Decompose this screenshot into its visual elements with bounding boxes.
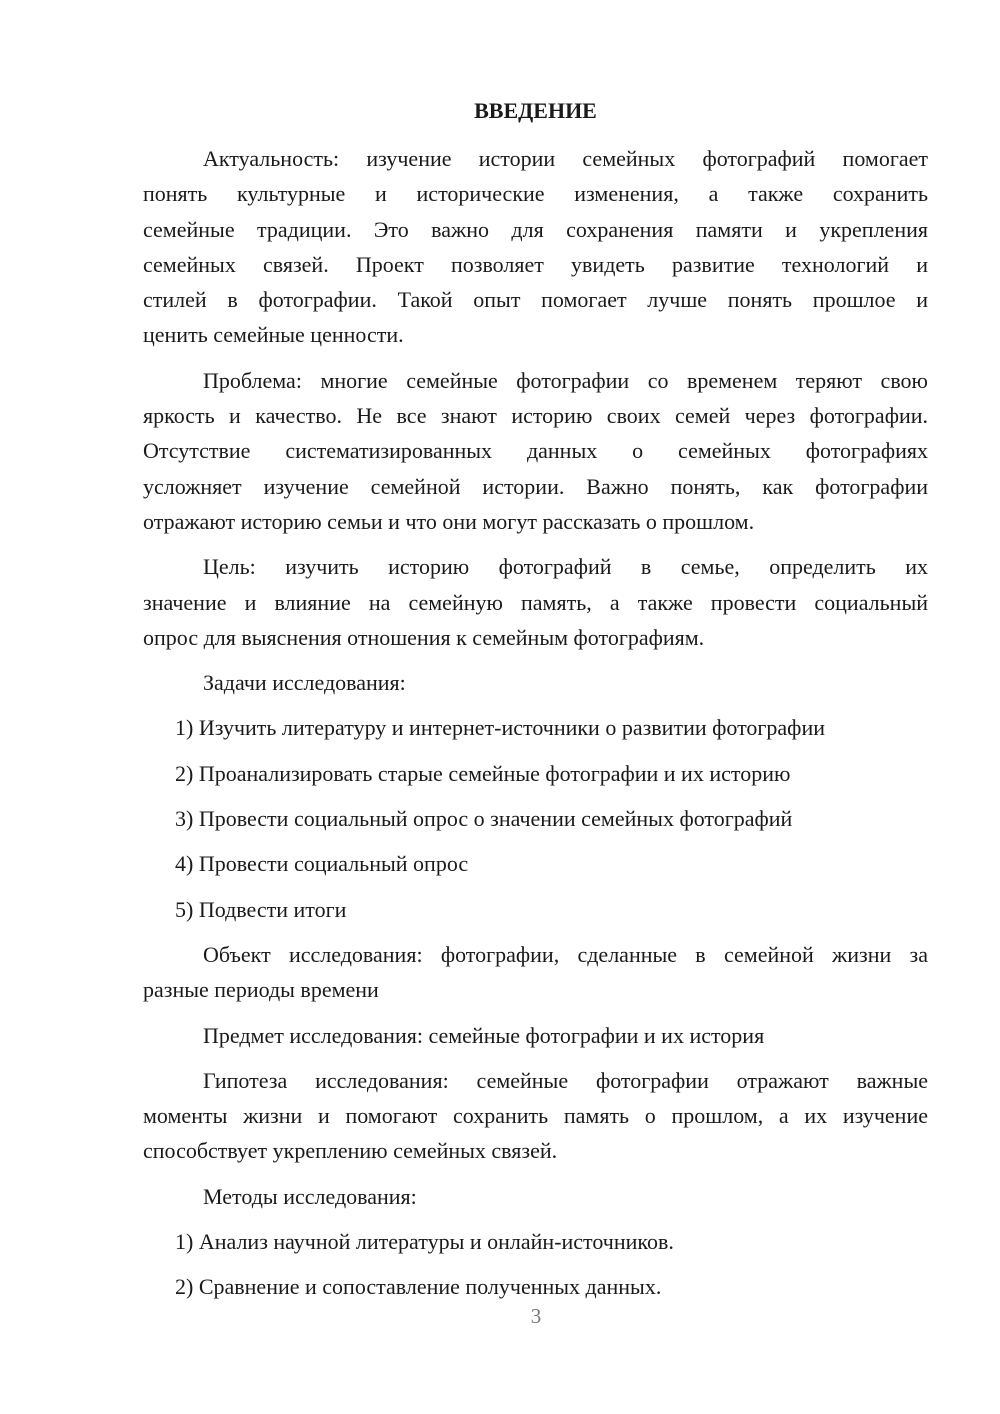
text-line: Задачи исследования: — [203, 670, 406, 696]
list-item: 1) Изучить литературу и интернет-источники о развитии фотографии — [175, 715, 825, 741]
paragraph-problem — [143, 363, 928, 539]
section-title: ВВЕДЕНИЕ — [474, 98, 597, 123]
methods-list — [143, 1224, 928, 1305]
text-line: Методы исследования: — [203, 1183, 417, 1209]
list-item: 4) Провести социальный опрос — [175, 851, 469, 877]
list-item: 2) Сравнение и сопоставление полученных данных. — [175, 1274, 662, 1300]
methods-heading — [143, 1179, 928, 1214]
text-line: яркость и качество. Не все знают историю своих семей через фотографии. — [143, 403, 928, 429]
text-line: ценить семейные ценности. — [143, 322, 404, 348]
paragraph-goal — [143, 549, 928, 655]
text-line: Предмет исследования: семейные фотографии и их история — [203, 1022, 765, 1048]
paragraph-hypothesis — [143, 1063, 928, 1169]
list-item: 2) Проанализировать старые семейные фотографии и их историю — [175, 760, 791, 786]
text-line: усложняет изучение семейной истории. Важно понять, как фотографии — [143, 473, 928, 499]
text-line: семейных связей. Проект позволяет увидеть развитие технологий и — [143, 251, 928, 277]
text-line: способствует укреплению семейных связей. — [143, 1138, 558, 1164]
text-line: семейные традиции. Это важно для сохранения памяти и укрепления — [143, 216, 928, 242]
list-item: 5) Подвести итоги — [175, 896, 347, 922]
list-item: 1) Анализ научной литературы и онлайн-источников. — [175, 1229, 674, 1255]
text-line: значение и влияние на семейную память, а также провести социальный — [143, 589, 928, 615]
document-page — [143, 96, 928, 1315]
text-line: Цель: изучить историю фотографий в семье, определить их — [203, 554, 928, 580]
text-line: Отсутствие систематизированных данных о семейных фотографиях — [143, 438, 928, 464]
paragraph-relevance — [143, 141, 928, 353]
text-line: разные периоды времени — [143, 977, 379, 1003]
text-line: Актуальность: изучение истории семейных фотографий помогает — [203, 146, 928, 171]
paragraph-object — [143, 937, 928, 1008]
text-line: моменты жизни и помогают сохранить память о прошлом, а их изучение — [143, 1103, 928, 1129]
page-number: 3 — [530, 1304, 542, 1328]
tasks-heading — [143, 665, 928, 700]
paragraph-subject — [143, 1018, 928, 1053]
list-item: 3) Провести социальный опрос о значении семейных фотографий — [175, 806, 793, 832]
text-line: отражают историю семьи и что они могут рассказать о прошлом. — [143, 508, 755, 534]
text-line: Гипотеза исследования: семейные фотографии отражают важные — [203, 1067, 928, 1093]
text-line: Объект исследования: фотографии, сделанные в семейной жизни за — [203, 941, 928, 967]
text-line: Проблема: многие семейные фотографии со временем теряют свою — [203, 367, 928, 393]
text-line: опрос для выяснения отношения к семейным фотографиям. — [143, 624, 705, 650]
tasks-list — [143, 710, 928, 926]
text-line: понять культурные и исторические изменения, а также сохранить — [143, 181, 928, 207]
text-line: стилей в фотографии. Такой опыт помогает лучше понять прошлое и — [143, 287, 928, 313]
